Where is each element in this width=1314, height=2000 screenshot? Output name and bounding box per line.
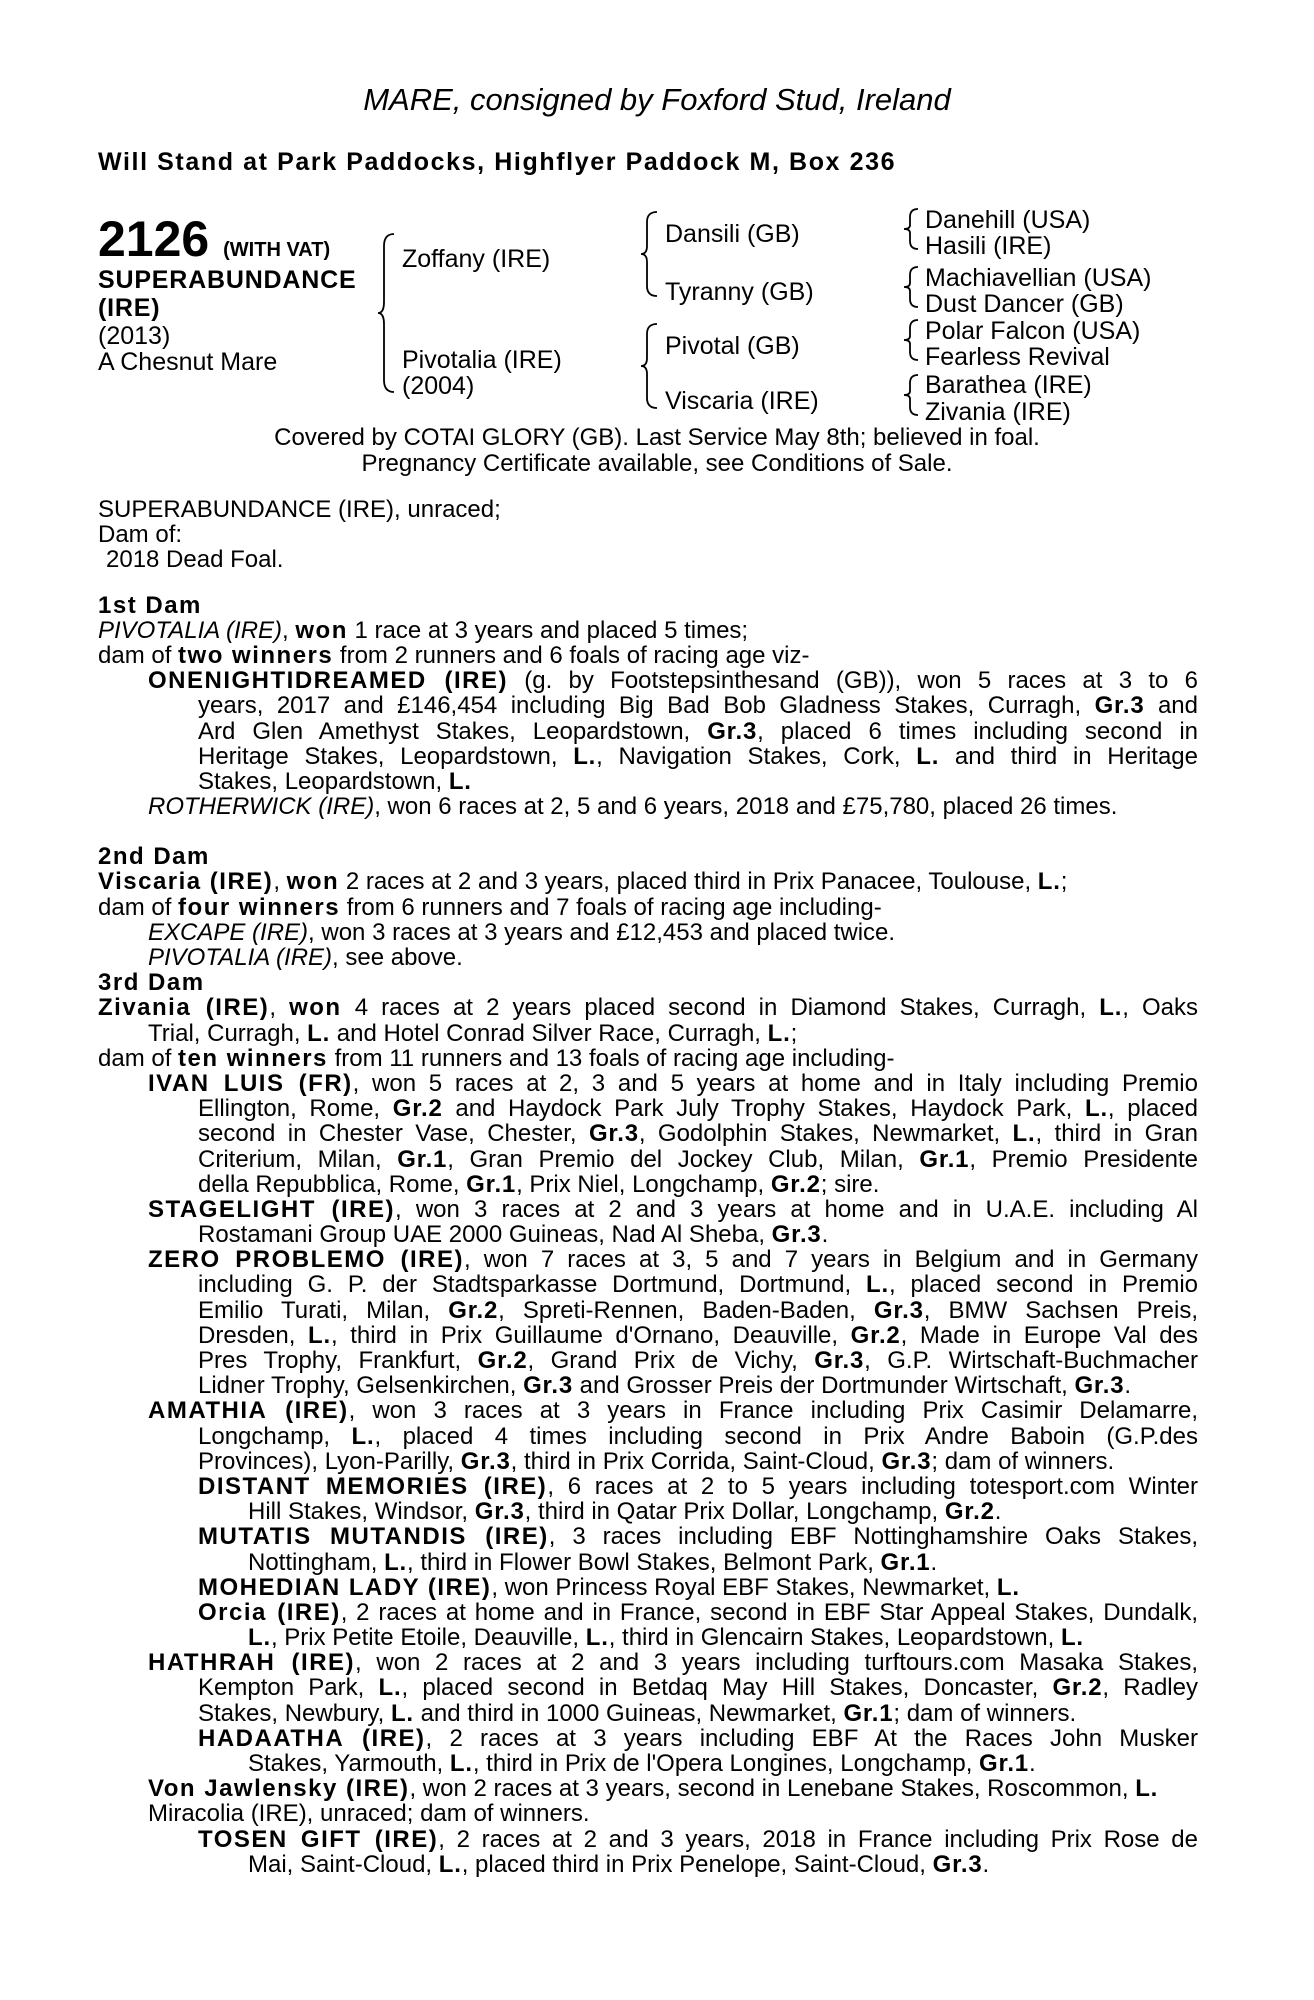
text-segment: dam of (98, 1044, 179, 1072)
grade-label: Gr.1 (843, 1699, 894, 1727)
entry-line (98, 1675, 1198, 1700)
horse-entry-name: EXCAPE (IRE) (148, 918, 309, 946)
text-segment: Pres Trophy, Frankfurt, (198, 1347, 478, 1374)
third-dam-line: Zivania (IRE), won 4 races at 2 years placed second in Diamond Stakes, Curragh, L., Oaks (98, 994, 1198, 1022)
horse-entry-name: HADAATHA (IRE) (198, 1724, 426, 1752)
grade-label: Gr.2 (477, 1347, 528, 1374)
grade-label: Gr.3 (460, 1447, 511, 1475)
text-segment: dam of (98, 893, 179, 921)
grade-label: Gr.1 (466, 1170, 517, 1198)
grade-label: Gr.2 (850, 1321, 901, 1349)
text-segment: , Navigation Stakes, Cork, (596, 742, 917, 770)
grade-label: Gr.1 (979, 1750, 1029, 1777)
text-segment: , Gran Premio del Jockey Club, Milan, (447, 1145, 920, 1173)
entry-line (98, 1701, 1198, 1726)
third-dam-produce (98, 1046, 1198, 1071)
won-label: won (286, 868, 340, 896)
entry-line (98, 1726, 1198, 1751)
entry-line (98, 744, 1198, 769)
text-segment: , third in Gran (1035, 1120, 1199, 1148)
winners-label: ten winners (178, 1044, 328, 1072)
listed-label: L. (767, 1019, 791, 1047)
entry-line (98, 920, 1198, 945)
listed-label: L. (448, 767, 472, 795)
text-segment: from 6 runners and 7 foals of racing age including- (340, 893, 882, 921)
listed-label: L. (384, 1548, 408, 1576)
entry-line (98, 1827, 1198, 1852)
grade-label: Gr.3 (707, 717, 758, 745)
entry-line (98, 1550, 1198, 1575)
text-segment: , won 2 races at 3 years, second in Lenebane Stakes, Roscommon, (409, 1775, 1136, 1803)
listed-label: L. (573, 742, 597, 770)
entry-line (98, 1751, 1198, 1776)
text-segment: Nottingham, (248, 1548, 385, 1576)
won-label: won (289, 994, 342, 1022)
grade-label: Gr.3 (873, 1296, 924, 1324)
text-segment: Ellington, Rome, (198, 1095, 393, 1123)
text-segment: Longchamp, (198, 1422, 352, 1450)
first-dam-line (98, 618, 1198, 643)
intro-line: SUPERABUNDANCE (IRE), unraced; (98, 496, 501, 523)
text-segment: , won 3 races at 3 years and £12,453 and placed twice. (308, 918, 896, 946)
listed-label: L. (916, 742, 940, 770)
pedigree-brace-dam (639, 322, 661, 410)
horse-entry-name: HATHRAH (IRE) (148, 1649, 356, 1677)
text-segment: 1 race at 3 years and placed 5 times; (347, 616, 749, 644)
pedigree-brace-g3 (902, 318, 922, 362)
text-segment: years, 2017 and £146,454 including Big Bad Bob Gladness Stakes, Curragh, (198, 692, 1095, 720)
horse-entry-name: AMATHIA (IRE) (148, 1397, 349, 1425)
horse-entry-name: ZERO PROBLEMO (IRE) (148, 1246, 464, 1274)
listed-label: L. (1084, 1095, 1108, 1123)
entry-line (98, 719, 1198, 744)
text-segment: , see above. (332, 944, 463, 971)
text-segment: ; (1060, 868, 1068, 896)
text-segment: ; (790, 1019, 798, 1047)
grade-label: Gr.2 (448, 1296, 499, 1324)
grade-label: Gr.3 (588, 1120, 639, 1148)
first-dam-heading: 1st Dam (98, 591, 202, 619)
horse-entry-name: MUTATIS MUTANDIS (IRE) (198, 1523, 549, 1551)
entry-line (98, 794, 1198, 819)
text-segment: , won 6 races at 2, 5 and 6 years, 2018 and £75,780, placed 26 times. (374, 793, 1118, 821)
text-segment: , third in Prix Guillaume d'Ornano, Deauville, (330, 1321, 851, 1349)
entry-line (98, 1272, 1198, 1297)
entry-line (98, 1348, 1198, 1373)
entry-line (98, 945, 1198, 970)
text-segment: and Hotel Conrad Silver Race, Curragh, (330, 1019, 768, 1047)
text-segment: . (1124, 1372, 1132, 1400)
text-segment: , Grand Prix de Vichy, (527, 1347, 815, 1374)
listed-label: L. (438, 1850, 462, 1878)
second-dam-produce (98, 895, 1198, 920)
grade-label: Gr.3 (932, 1850, 983, 1878)
text-segment: , third in Prix de l'Opera Longines, Longchamp, (472, 1750, 980, 1777)
intro-dam-of: Dam of: (98, 521, 183, 549)
text-segment: , placed 4 times including second in Prix Andre Baboin (G.P.des (374, 1422, 1199, 1450)
grade-label: Gr.1 (919, 1145, 970, 1173)
listed-label: L. (996, 1573, 1020, 1601)
horse-entry-name: DISTANT MEMORIES (IRE) (198, 1472, 548, 1500)
listed-label: L. (307, 1019, 331, 1047)
third-dam-name: Zivania (IRE) (98, 994, 270, 1022)
text-segment: and Haydock Park July Trophy Stakes, Haydock Park, (442, 1095, 1085, 1123)
entry-line (98, 1222, 1198, 1247)
pedigree-dam: Pivotalia (IRE) (402, 346, 562, 374)
second-dam-line: Viscaria (IRE), won 2 races at 2 and 3 years, placed third in Prix Panacee, Toulouse, L.; (98, 868, 1068, 896)
entry-line (98, 668, 1198, 693)
pedigree-brace-g4 (902, 373, 922, 417)
grade-label: Gr.3 (1094, 692, 1145, 720)
entry-line (98, 1172, 1198, 1197)
horse-entry-name: PIVOTALIA (IRE) (148, 944, 333, 971)
consignor-heading: MARE, consigned by Foxford Stud, Ireland (363, 82, 951, 117)
text-segment: Mai, Saint-Cloud, (248, 1850, 439, 1878)
entry-line (98, 1323, 1198, 1348)
grade-label: Gr.3 (1074, 1372, 1125, 1400)
text-segment: including G. P. der Stadtsparkasse Dortmund, Dortmund, (198, 1271, 867, 1299)
text-segment: , Premio Presidente (969, 1145, 1198, 1173)
grade-label: Gr.1 (397, 1145, 448, 1173)
pedigree-g8: Zivania (IRE) (925, 398, 1071, 426)
text-segment: . (994, 1498, 1002, 1526)
lot-number-value: 2126 (98, 211, 210, 267)
pedigree-brace-g2 (902, 265, 922, 309)
text-segment: Kempton Park, (198, 1674, 379, 1702)
pedigree-dam-year: (2004) (402, 372, 475, 400)
entry-line (98, 1575, 1198, 1600)
text-segment: , won 2 races at 2 and 3 years including turftours.com Masaka Stakes, (355, 1649, 1198, 1677)
foaling-year: (2013) (98, 322, 171, 350)
grade-label: Gr.1 (880, 1548, 931, 1576)
entry-line (98, 1121, 1198, 1146)
text-segment: (g. by Footstepsinthesand (GB)), won 5 races at 3 to 6 (507, 667, 1198, 695)
entry-line (98, 1247, 1198, 1272)
text-segment: and Grosser Preis der Dortmunder Wirtschaft, (572, 1372, 1075, 1400)
pregnancy-note: Pregnancy Certificate available, see Conditions of Sale. (361, 450, 953, 477)
intro-produce: 2018 Dead Foal. (106, 546, 284, 574)
grade-label: Gr.2 (1052, 1674, 1103, 1702)
pedigree-sire-sire: Dansili (GB) (665, 220, 800, 248)
horse-description: A Chesnut Mare (98, 348, 278, 376)
first-dam-name: PIVOTALIA (IRE) (98, 616, 283, 644)
text-segment: . (1028, 1750, 1036, 1777)
horse-name: SUPERABUNDANCE (98, 266, 357, 294)
vat-label: (WITH VAT) (223, 239, 331, 261)
text-segment: Dresden, (198, 1321, 308, 1349)
entry-line (98, 769, 1198, 794)
pedigree-dam-sire: Pivotal (GB) (665, 332, 800, 360)
text-segment: , Oaks (1122, 994, 1198, 1022)
text-segment: 4 races at 2 years placed second in Diamond Stakes, Curragh, (341, 994, 1100, 1022)
text-segment: , G.P. Wirtschaft-Buchmacher (864, 1347, 1198, 1374)
listed-label: L. (1135, 1775, 1159, 1803)
text-segment: , won 7 races at 3, 5 and 7 years in Belgium and in Germany (463, 1246, 1199, 1274)
entry-line (98, 1776, 1198, 1801)
entry-line (98, 1650, 1198, 1675)
text-segment: , 6 races at 2 to 5 years including totesport.com Winter (547, 1472, 1199, 1500)
grade-label: Gr.3 (814, 1347, 865, 1374)
entry-line (98, 1071, 1198, 1096)
listed-label: L. (308, 1321, 331, 1349)
text-segment: , 3 races including EBF Nottinghamshire Oaks Stakes, (548, 1523, 1198, 1551)
text-segment: dam of (98, 641, 179, 669)
text-segment: and (1144, 692, 1199, 720)
first-dam-produce (98, 643, 1198, 668)
text-segment: Provinces), Lyon-Parilly, (198, 1447, 461, 1475)
text-segment: della Repubblica, Rome, (198, 1170, 467, 1198)
pedigree-g3: Machiavellian (USA) (925, 264, 1152, 292)
entry-line (98, 1600, 1198, 1625)
text-segment: , placed second in Betdaq May Hill Stakes, Doncaster, (401, 1674, 1053, 1702)
text-segment: , 2 races at 2 and 3 years, 2018 in France including Prix Rose de (438, 1825, 1198, 1853)
text-segment: , Made in Europe Val des (900, 1321, 1199, 1349)
text-segment: ; sire. (820, 1170, 880, 1198)
entry-line (98, 1096, 1198, 1121)
listed-label: L. (248, 1624, 271, 1652)
text-segment: ; dam of winners. (931, 1447, 1115, 1475)
pedigree-sire-dam: Tyranny (GB) (665, 278, 814, 306)
pedigree-brace-sire (639, 210, 661, 298)
text-segment: , Prix Petite Etoile, Deauville, (270, 1624, 586, 1652)
grade-label: Gr.3 (474, 1498, 525, 1526)
grade-label: Gr.2 (392, 1095, 443, 1123)
second-dam-name: Viscaria (IRE) (98, 868, 274, 896)
text-segment: , won 5 races at 2, 3 and 5 years at home and in Italy including Premio (352, 1069, 1198, 1097)
text-segment: Emilio Turati, Milan, (198, 1296, 449, 1324)
horse-entry-name: Orcia (IRE) (198, 1598, 341, 1626)
stand-location: Will Stand at Park Paddocks, Highflyer Paddock M, Box 236 (98, 148, 897, 176)
horse-entry-name: STAGELIGHT (IRE) (148, 1195, 396, 1223)
horse-entry-name: ONENIGHTIDREAMED (IRE) (148, 667, 508, 695)
entry-line (98, 1852, 1198, 1877)
entry-line: Miracolia (IRE), unraced; dam of winners. (148, 1800, 590, 1828)
listed-label: L. (1037, 868, 1061, 896)
entry-line (98, 1298, 1198, 1323)
text-segment: , won 3 races at 2 and 3 years at home and in U.A.E. including Al (395, 1195, 1198, 1223)
won-label: won (295, 616, 348, 644)
pedigree-dam-dam: Viscaria (IRE) (665, 387, 819, 415)
horse-entry-name: IVAN LUIS (FR) (148, 1069, 353, 1097)
text-segment: Trial, Curragh, (148, 1019, 308, 1047)
horse-entry-name: MOHEDIAN LADY (IRE) (198, 1573, 492, 1601)
grade-label: Gr.3 (771, 1221, 822, 1249)
text-segment: , placed 6 times including second in (757, 717, 1198, 745)
horse-entry-name: Von Jawlensky (IRE) (148, 1775, 410, 1803)
grade-label: Gr.3 (523, 1372, 573, 1400)
horse-entry-name: TOSEN GIFT (IRE) (198, 1825, 439, 1853)
listed-label: L. (449, 1750, 473, 1777)
entry-line (98, 1474, 1198, 1499)
text-segment: , 2 races at 3 years including EBF At the Races John Musker (425, 1724, 1198, 1752)
text-segment: Rostamani Group UAE 2000 Guineas, Nad Al Sheba, (198, 1221, 772, 1249)
third-dam-heading: 3rd Dam (98, 969, 205, 997)
listed-label: L. (585, 1624, 609, 1652)
listed-label: L. (1099, 994, 1123, 1022)
grade-label: Gr.2 (944, 1498, 995, 1526)
listed-label: L. (1012, 1120, 1036, 1148)
winners-label: two winners (178, 641, 334, 669)
pedigree-g6: Fearless Revival (925, 343, 1110, 371)
pedigree-g4: Dust Dancer (GB) (925, 290, 1124, 318)
text-segment: Stakes, Yarmouth, (248, 1750, 450, 1777)
pedigree-g2: Hasili (IRE) (925, 232, 1052, 260)
listed-label: L. (378, 1674, 402, 1702)
pedigree-brace-g1 (902, 207, 922, 251)
entry-line (98, 1147, 1198, 1172)
text-segment: , won Princess Royal EBF Stakes, Newmarket, (491, 1573, 997, 1601)
horse-entry-name: ROTHERWICK (IRE) (148, 793, 375, 821)
entry-line (98, 1398, 1198, 1423)
text-segment: , Radley (1102, 1674, 1198, 1702)
pedigree-sire: Zoffany (IRE) (402, 245, 551, 273)
text-segment: , placed third in Prix Penelope, Saint-Cloud, (461, 1850, 933, 1878)
horse-name-country: (IRE) (98, 294, 161, 322)
text-segment: , 2 races at home and in France, second in EBF Star Appeal Stakes, Dundalk, (340, 1598, 1198, 1626)
listed-label: L. (1060, 1624, 1084, 1652)
text-segment: Stakes, Newbury, (198, 1699, 391, 1727)
text-segment: second in Chester Vase, Chester, (198, 1120, 589, 1148)
text-segment: , third in Prix Corrida, Saint-Cloud, (510, 1447, 882, 1475)
text-segment: ; dam of winners. (893, 1699, 1077, 1727)
text-segment: , (282, 616, 296, 644)
entry-line (98, 1197, 1198, 1222)
text-segment: Hill Stakes, Windsor, (248, 1498, 475, 1526)
entry-line (98, 1449, 1198, 1474)
entry-line (98, 1373, 1198, 1398)
entry-line (98, 1499, 1198, 1524)
text-segment: , placed second in Premio (888, 1271, 1199, 1299)
text-segment: and third in 1000 Guineas, Newmarket, (413, 1699, 844, 1727)
text-segment: . (821, 1221, 829, 1249)
pedigree-g7: Barathea (IRE) (925, 371, 1092, 399)
text-segment: , third in Qatar Prix Dollar, Longchamp, (524, 1498, 945, 1526)
winners-label: four winners (178, 893, 341, 921)
text-segment: , Spreti-Rennen, Baden-Baden, (498, 1296, 874, 1324)
text-segment: Stakes, Leopardstown, (198, 767, 449, 795)
entry-line (98, 1424, 1198, 1449)
text-segment: , placed (1107, 1095, 1198, 1123)
text-segment: , Prix Niel, Longchamp, (516, 1170, 771, 1198)
text-segment: Criterium, Milan, (198, 1145, 398, 1173)
text-segment: , Godolphin Stakes, Newmarket, (638, 1120, 1013, 1148)
text-segment: Heritage Stakes, Leopardstown, (198, 742, 574, 770)
covered-by: Covered by COTAI GLORY (GB). Last Service May 8th; believed in foal. (274, 424, 1040, 451)
grade-label: Gr.2 (770, 1170, 821, 1198)
text-segment: , third in Glencairn Stakes, Leopardstown, (608, 1624, 1061, 1652)
listed-label: L. (390, 1699, 414, 1727)
listed-label: L. (351, 1422, 375, 1450)
listed-label: L. (866, 1271, 889, 1299)
entry-line (98, 1524, 1198, 1549)
third-dam-line-2 (98, 1021, 1198, 1046)
produce-record (98, 497, 1198, 1877)
pedigree-g5: Polar Falcon (USA) (925, 317, 1141, 345)
text-segment: from 2 runners and 6 foals of racing age viz- (333, 641, 810, 669)
text-segment: , third in Flower Bowl Stakes, Belmont Park, (407, 1548, 881, 1576)
grade-label: Gr.3 (881, 1447, 932, 1475)
text-segment: . (930, 1548, 938, 1576)
text-segment: Lidner Trophy, Gelsenkirchen, (198, 1372, 524, 1400)
text-segment: , BMW Sachsen Preis, (923, 1296, 1198, 1324)
entry-line (98, 1625, 1198, 1650)
pedigree-brace-main (376, 232, 398, 394)
pedigree-g1: Danehill (USA) (925, 206, 1091, 234)
text-segment: . (982, 1850, 990, 1878)
text-segment: Ard Glen Amethyst Stakes, Leopardstown, (198, 717, 708, 745)
text-segment: 2 races at 2 and 3 years, placed third in Prix Panacee, Toulouse, (339, 868, 1038, 896)
text-segment: , won 3 races at 3 years in France including Prix Casimir Delamarre, (348, 1397, 1199, 1425)
entry-line (98, 693, 1198, 718)
text-segment: and third in Heritage (939, 742, 1198, 770)
text-segment: from 11 runners and 13 foals of racing age including- (327, 1044, 895, 1072)
second-dam-heading: 2nd Dam (98, 843, 210, 871)
